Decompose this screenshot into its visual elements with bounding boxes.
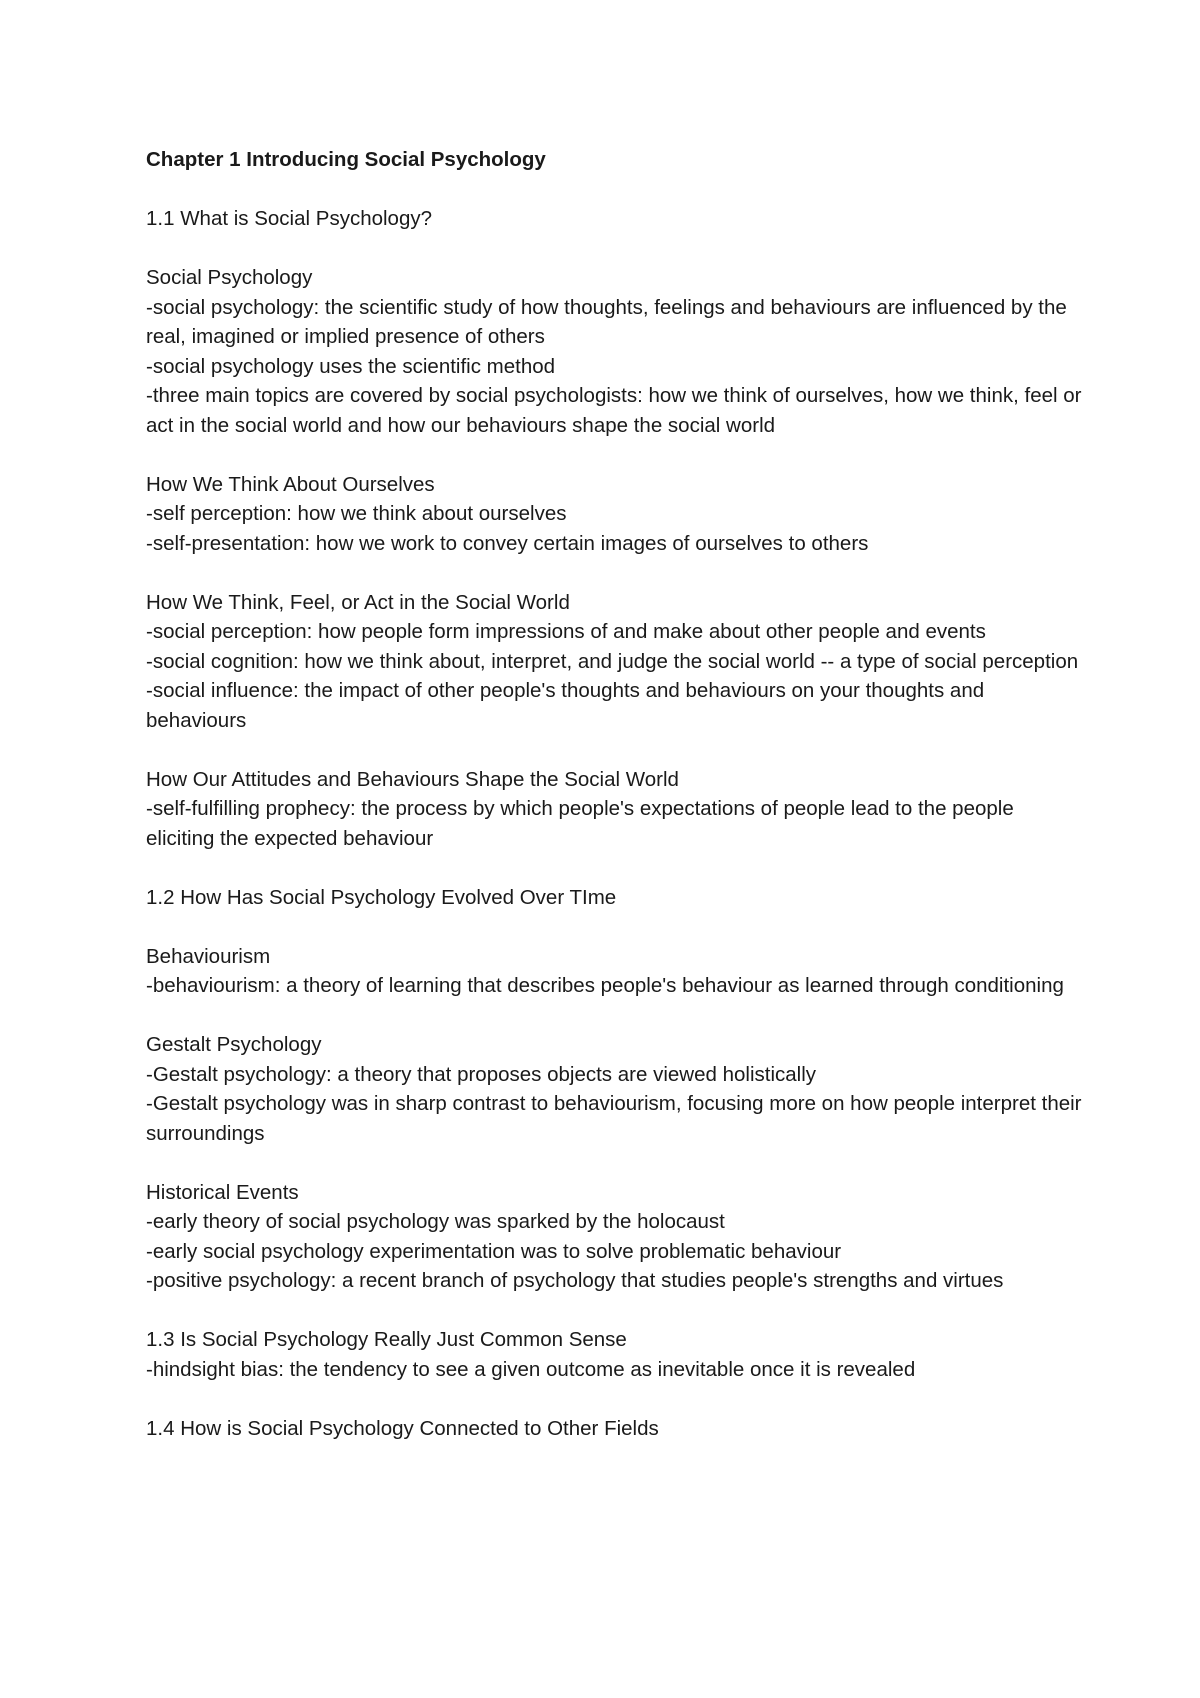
blank-line [146, 853, 1086, 883]
section-heading: 1.2 How Has Social Psychology Evolved Over TIme [146, 885, 617, 909]
subheading: Behaviourism [146, 944, 271, 968]
section-heading: 1.1 What is Social Psychology? [146, 207, 432, 230]
blank-line [146, 1148, 1086, 1178]
subheading: Social Psychology [146, 266, 313, 289]
blank-line [146, 440, 1086, 470]
section-heading: 1.4 How is Social Psychology Connected to Other Fields [146, 1416, 659, 1440]
note-line: -self perception: how we think about ourselves [146, 502, 567, 525]
subheading: Historical Events [146, 1180, 299, 1204]
note-line: -behaviourism: a theory of learning that describes people's behaviour as learned through conditioning [146, 974, 1064, 997]
subheading: How We Think About Ourselves [146, 472, 435, 496]
blank-line [146, 735, 1086, 765]
note-line: -social psychology uses the scientific method [146, 354, 556, 378]
note-line: -social influence: the impact of other people's thoughts and behaviours on your thoughts and behaviours [146, 679, 985, 732]
note-line: -self-presentation: how we work to convey certain images of ourselves to others [146, 531, 869, 555]
document-body [146, 145, 1086, 1443]
subheading: Gestalt Psychology [146, 1033, 322, 1056]
blank-line [146, 234, 1086, 264]
chapter-title: Chapter 1 Introducing Social Psychology [146, 148, 546, 171]
note-line: -Gestalt psychology: a theory that proposes objects are viewed holistically [146, 1062, 817, 1086]
note-line: -early theory of social psychology was sparked by the holocaust [146, 1210, 725, 1233]
note-line: -three main topics are covered by social psychologists: how we think of ourselves, how we think, feel or act in the social world and how our behaviours shape the social world [146, 384, 1082, 437]
note-line: -social psychology: the scientific study of how thoughts, feelings and behaviours are influenced by the real, imagined or implied presence of others [146, 295, 1067, 348]
blank-line [146, 558, 1086, 588]
blank-line [146, 1384, 1086, 1414]
note-line: -social cognition: how we think about, interpret, and judge the social world -- a type of social perception [146, 649, 1079, 673]
blank-line [146, 1001, 1086, 1031]
subheading: How We Think, Feel, or Act in the Social World [146, 590, 570, 614]
document-lines [146, 175, 1086, 1444]
subheading: How Our Attitudes and Behaviours Shape the Social World [146, 767, 679, 791]
note-line: -hindsight bias: the tendency to see a given outcome as inevitable once it is revealed [146, 1357, 916, 1381]
blank-line [146, 1296, 1086, 1326]
note-line: -positive psychology: a recent branch of psychology that studies people's strengths and virtues [146, 1269, 1004, 1292]
blank-line [146, 175, 1086, 205]
section-heading: 1.3 Is Social Psychology Really Just Common Sense [146, 1328, 627, 1351]
blank-line [146, 912, 1086, 942]
note-line: -early social psychology experimentation was to solve problematic behaviour [146, 1239, 842, 1263]
note-line: -social perception: how people form impressions of and make about other people and events [146, 620, 986, 643]
note-line: -self-fulfilling prophecy: the process by which people's expectations of people lead to the people eliciting the expected behaviour [146, 797, 1014, 850]
note-line: -Gestalt psychology was in sharp contrast to behaviourism, focusing more on how people interpret their surroundings [146, 1092, 1082, 1145]
